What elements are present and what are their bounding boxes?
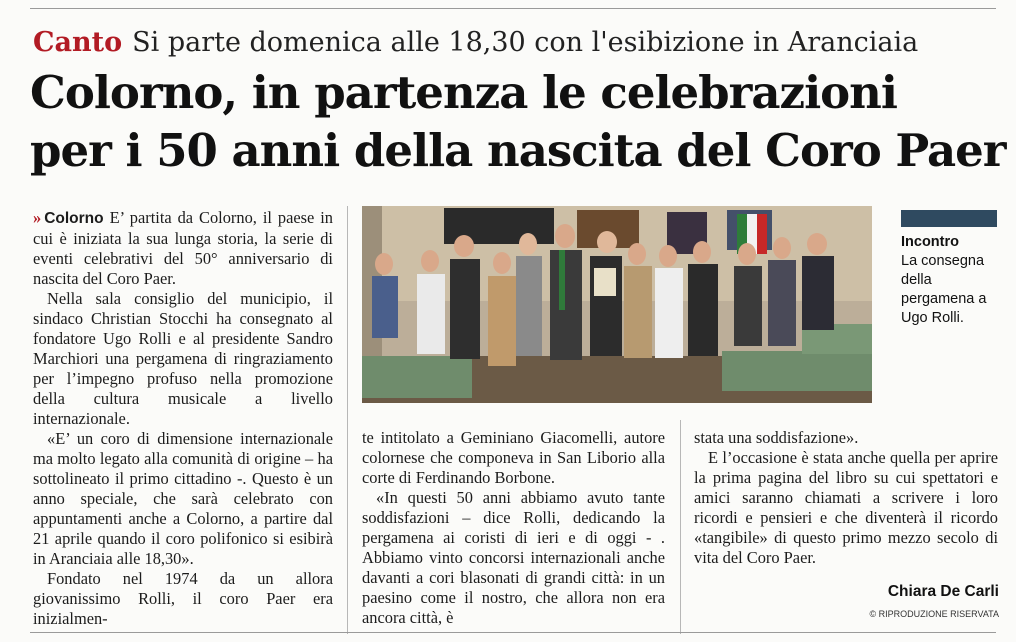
article-column-1 bbox=[33, 208, 333, 629]
article-paragraph: «E’ un coro di dimensione internazionale ma molto legato alla comunità di origine – ha sottolineato il primo cittadino -. Questo è un anno speciale, che sarà celebrato con appuntamenti anche a Colorno, a partire dal 21 aprile quando il coro polifonico si esibirà in Aranciaia alle 18,30». bbox=[33, 429, 333, 568]
headline bbox=[30, 64, 1010, 180]
article-column-3 bbox=[694, 428, 998, 568]
article-paragraph bbox=[33, 208, 333, 289]
kicker bbox=[33, 26, 918, 60]
group-photo bbox=[362, 206, 872, 403]
dateline: Colorno bbox=[44, 210, 104, 227]
article-paragraph: Nella sala consiglio del municipio, il sindaco Christian Stocchi ha consegnato al fondatore Ugo Rolli e al presidente Sandro Marchiori una pergamena di ringraziamento per l’impegno profuso nella promozione della cultura musicale a livello internazionale. bbox=[33, 289, 333, 428]
column-divider bbox=[347, 206, 348, 634]
caption-bar bbox=[901, 210, 997, 227]
author-byline: Chiara De Carli bbox=[887, 583, 999, 600]
article-text: E’ partita da Colorno, il paese in cui è iniziata la sua lunga storia, la serie di eventi celebrativi del 50° anniversario di nascita del Coro Paer. bbox=[33, 208, 333, 288]
headline-line-2: per i 50 anni della nascita del Coro Paer bbox=[30, 124, 1006, 177]
article-column-2 bbox=[362, 428, 665, 628]
top-rule bbox=[30, 8, 996, 9]
dateline-arrow-icon: » bbox=[33, 208, 42, 227]
caption-text: La consegna della pergamena a Ugo Rolli. bbox=[901, 253, 987, 326]
copyright-notice: © RIPRODUZIONE RISERVATA bbox=[869, 609, 999, 619]
article-paragraph: «In questi 50 anni abbiamo avuto tante soddisfazioni – dice Rolli, dedicando la pergamena ai coristi di ieri e di oggi - . Abbiamo vinto concorsi internazionali anche davanti a cori blasonati di grandi città: in un paesino come il nostro, che allora non era ancora città, è bbox=[362, 488, 665, 627]
caption-title: Incontro bbox=[901, 234, 959, 250]
bottom-rule bbox=[30, 632, 996, 633]
headline-line-1: Colorno, in partenza le celebrazioni bbox=[30, 66, 897, 119]
article-paragraph: stata una soddisfazione». bbox=[694, 428, 859, 447]
column-divider bbox=[680, 420, 681, 634]
article-paragraph: E l’occasione è stata anche quella per aprire la prima pagina del libro su cui spettatori e amici saranno chiamati a scrivere i loro ricordi e pensieri e che diventerà il ricordo «tangibile» di questo primo mezzo secolo di vita del Coro Paer. bbox=[694, 448, 998, 567]
article-paragraph: Fondato nel 1974 da un allora giovanissimo Rolli, il coro Paer era inizialmen- bbox=[33, 569, 333, 628]
kicker-subtitle: Si parte domenica alle 18,30 con l'esibizione in Aranciaia bbox=[132, 27, 919, 58]
kicker-label: Canto bbox=[33, 27, 123, 58]
article-paragraph: te intitolato a Geminiano Giacomelli, autore colornese che componeva in San Liborio alla corte di Ferdinando Borbone. bbox=[362, 428, 665, 487]
